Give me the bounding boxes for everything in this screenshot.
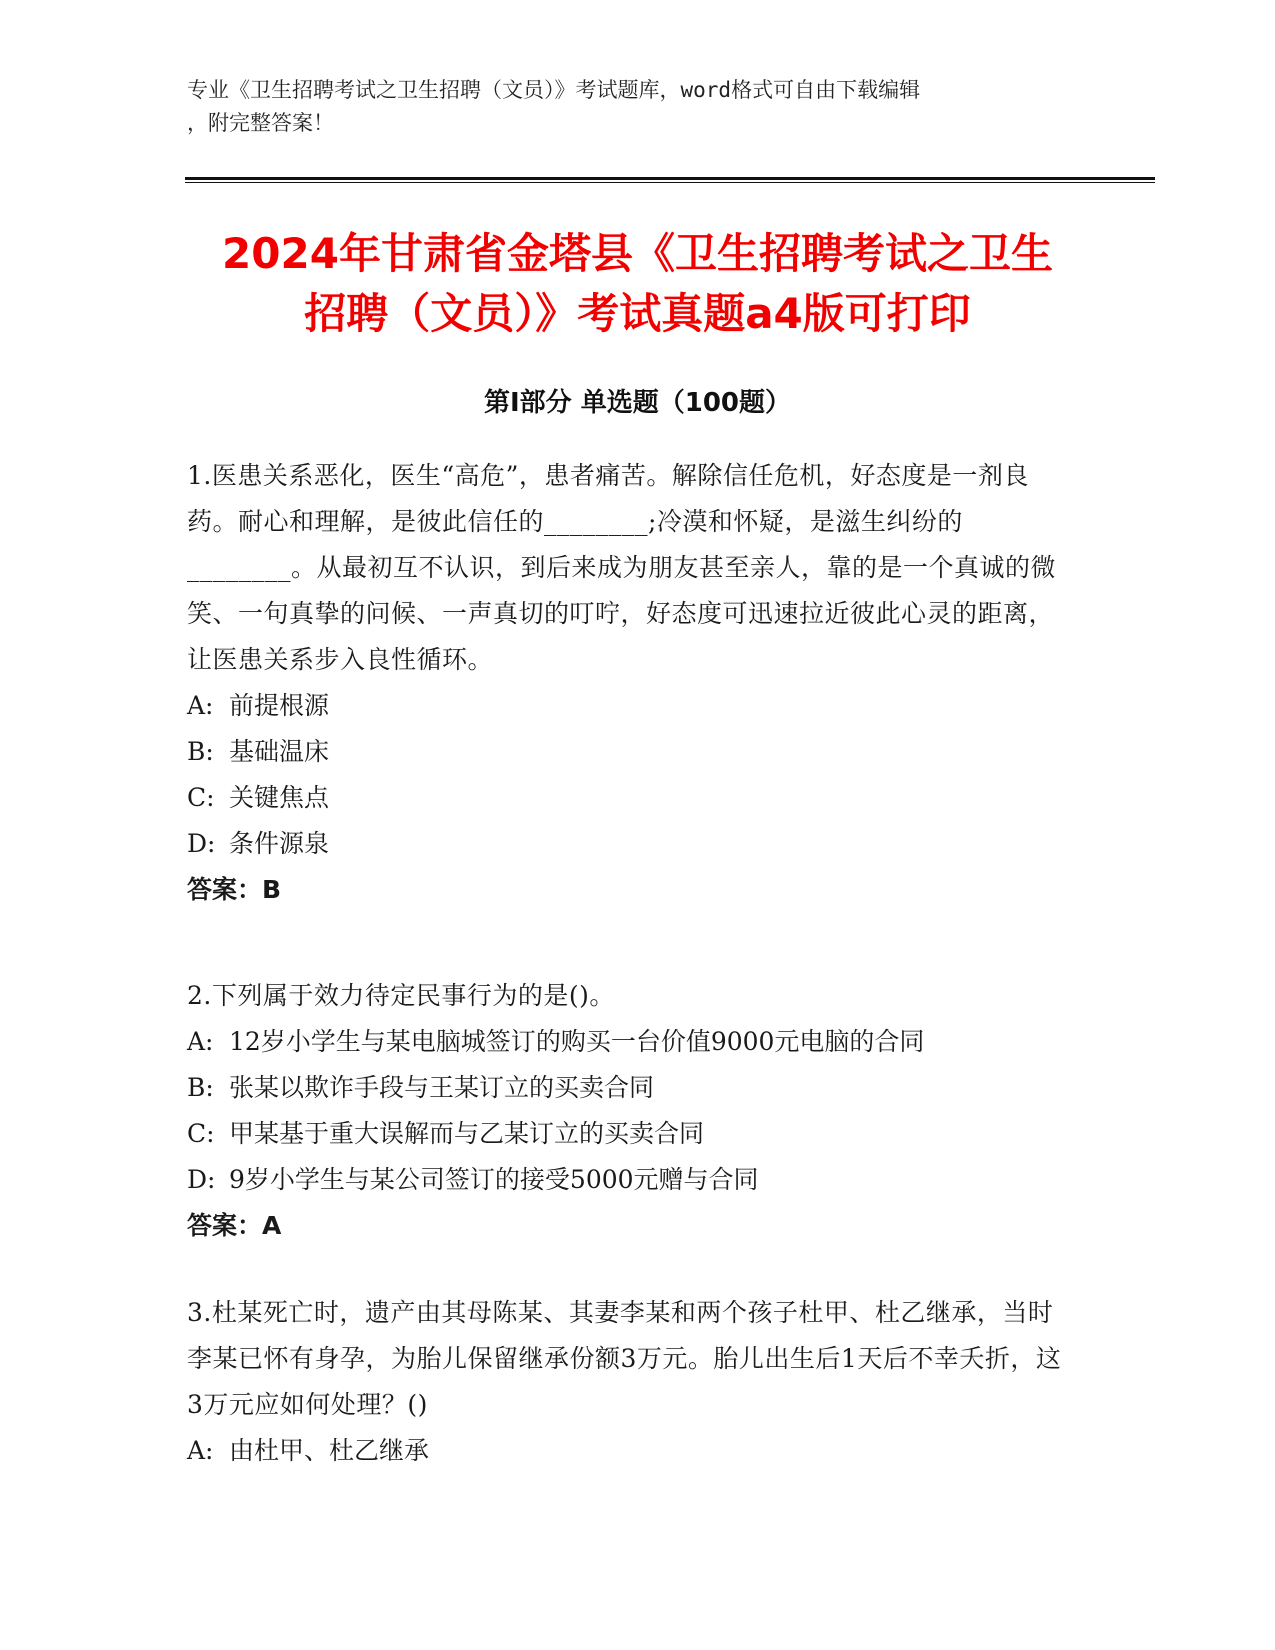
option-d (187, 1157, 1077, 1203)
option-c (187, 1111, 1077, 1157)
option-text: 前提根源 (229, 691, 330, 720)
option-key: A: (187, 1436, 214, 1465)
header-divider-thin (185, 182, 1155, 183)
option-b (187, 1065, 1077, 1111)
document-title-line-1: 2024年甘肃省金塔县《卫生招聘考试之卫生 (222, 229, 1053, 278)
option-text: 基础温床 (229, 737, 330, 766)
option-text: 条件源泉 (229, 829, 330, 858)
option-key: A: (187, 1027, 214, 1056)
header-note-line-2: ，附完整答案！ (187, 111, 334, 135)
header-divider-thick (185, 177, 1155, 180)
option-key: B: (187, 1073, 214, 1102)
header-note (187, 74, 1067, 140)
option-d (187, 821, 1077, 867)
option-a (187, 1428, 1077, 1474)
option-key: D: (187, 1165, 216, 1194)
document-title-line-2: 招聘（文员）》考试真题a4版可打印 (304, 289, 971, 338)
question-stem: 3.杜某死亡时，遗产由其母陈某、其妻李某和两个孩子杜甲、杜乙继承，当时李某已怀有身孕，为胎儿保留继承份额3万元。胎儿出生后1天后不幸夭折，这3万元应如何处理？() (187, 1298, 1062, 1419)
option-text: 9岁小学生与某公司签订的接受5000元赠与合同 (229, 1165, 759, 1194)
header-note-line-1: 专业《卫生招聘考试之卫生招聘（文员）》考试题库，word格式可自由下载编辑 (187, 78, 921, 102)
option-c (187, 775, 1077, 821)
option-key: C: (187, 1119, 215, 1148)
option-text: 张某以欺诈手段与王某订立的买卖合同 (229, 1073, 655, 1102)
question-2 (187, 973, 1077, 1249)
option-key: A: (187, 691, 214, 720)
option-text: 12岁小学生与某电脑城签订的购买一台价值9000元电脑的合同 (229, 1027, 925, 1056)
option-key: B: (187, 737, 214, 766)
option-text: 由杜甲、杜乙继承 (229, 1436, 430, 1465)
document-title (150, 224, 1125, 344)
answer: 答案：A (187, 1211, 282, 1240)
question-stem: 1.医患关系恶化，医生“高危”，患者痛苦。解除信任危机，好态度是一剂良药。耐心和理解，是彼此信任的________;冷漠和怀疑，是滋生纠纷的________。从最初互不认识，到后来成为朋友甚至亲人，靠的是一个真诚的微笑、一句真挚的问候、一声真切的叮咛，好态度可迅速拉近彼此心灵的距离，让医患关系步入良性循环。 (187, 461, 1057, 674)
question-1 (187, 453, 1077, 913)
question-3 (187, 1290, 1077, 1474)
answer: 答案：B (187, 875, 282, 904)
option-text: 甲某基于重大误解而与乙某订立的买卖合同 (229, 1119, 705, 1148)
option-a (187, 683, 1077, 729)
option-a (187, 1019, 1077, 1065)
option-key: D: (187, 829, 216, 858)
option-text: 关键焦点 (229, 783, 330, 812)
question-stem: 2.下列属于效力待定民事行为的是()。 (187, 981, 615, 1010)
option-b (187, 729, 1077, 775)
section-heading: 第Ⅰ部分 单选题（100题） (484, 388, 791, 418)
option-key: C: (187, 783, 215, 812)
